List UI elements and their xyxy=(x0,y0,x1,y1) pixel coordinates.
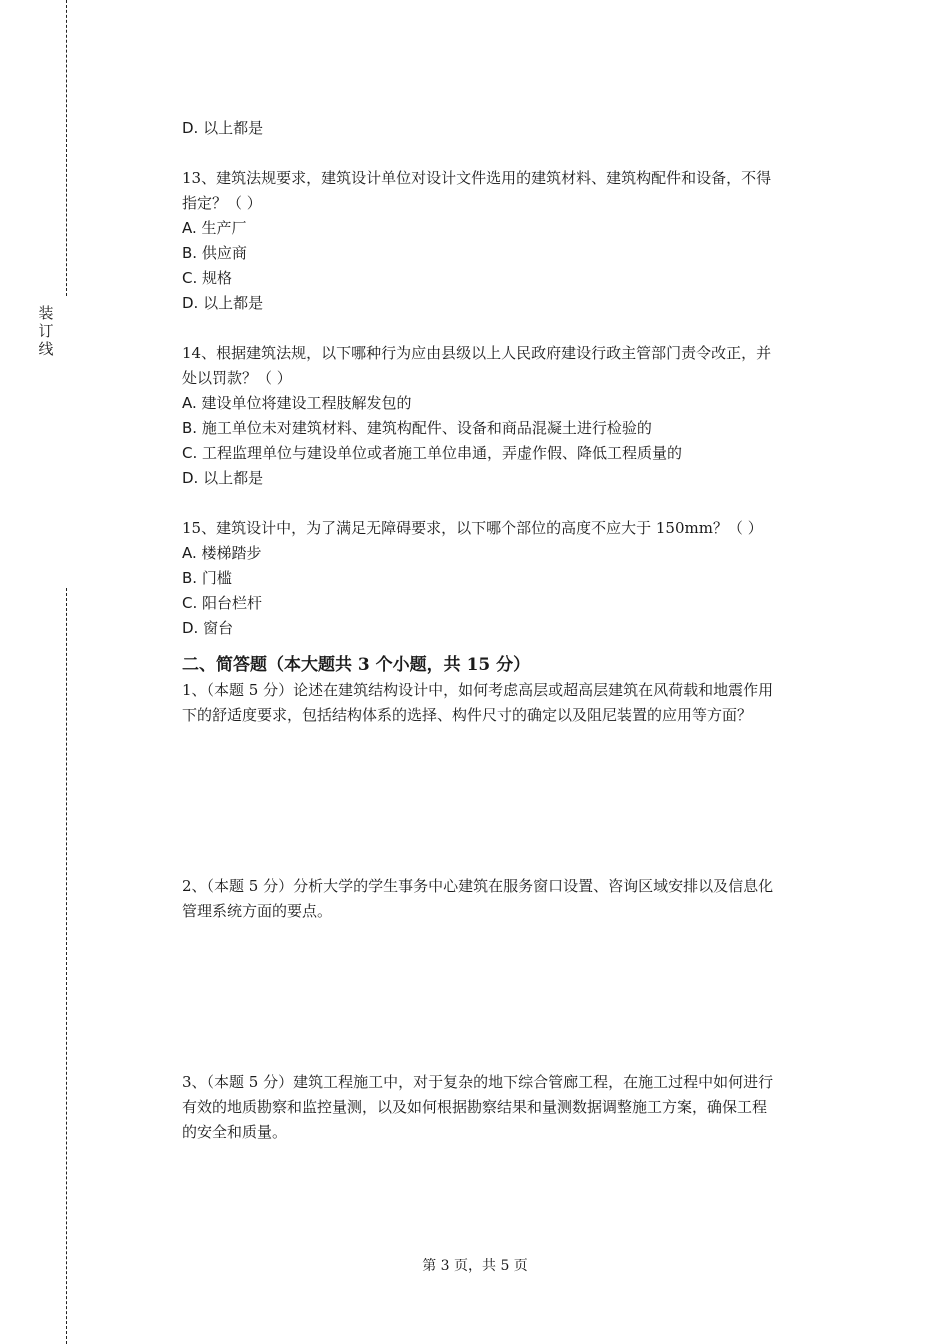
section-title: 二、简答题（本大题共 3 个小题，共 15 分） xyxy=(182,655,531,675)
page-footer: 第 3 页，共 5 页 xyxy=(422,1258,528,1274)
question-13 xyxy=(182,166,842,316)
option-a: A. 生产厂 xyxy=(182,219,247,237)
option-c: C. 规格 xyxy=(182,269,233,287)
binding-line-top xyxy=(66,0,67,296)
option-d: D. 窗台 xyxy=(182,619,234,637)
answer-space xyxy=(182,924,842,1070)
question-text: 14、根据建筑法规，以下哪种行为应由县级以上人民政府建设行政主管部门责令改正，并 xyxy=(182,344,772,362)
question-text: 13、建筑法规要求，建筑设计单位对设计文件选用的建筑材料、建筑构配件和设备，不得 xyxy=(182,169,772,187)
answer-space xyxy=(182,728,842,874)
short-answer-text: 管理系统方面的要点。 xyxy=(182,902,333,920)
option-b: B. 施工单位未对建筑材料、建筑构配件、设备和商品混凝土进行检验的 xyxy=(182,419,652,437)
short-answer-3 xyxy=(182,1070,842,1145)
short-answer-text: 2、（本题 5 分）分析大学的学生事务中心建筑在服务窗口设置、咨询区域安排以及信息化 xyxy=(182,877,774,895)
exam-content xyxy=(182,116,842,1145)
binding-label xyxy=(36,304,56,358)
option-d-prev: D. 以上都是 xyxy=(182,119,264,137)
short-answer-2 xyxy=(182,874,842,924)
question-15 xyxy=(182,516,842,641)
question-text: 15、建筑设计中，为了满足无障碍要求，以下哪个部位的高度不应大于 150mm？（ ） xyxy=(182,519,763,537)
option-d: D. 以上都是 xyxy=(182,469,264,487)
option-c: C. 工程监理单位与建设单位或者施工单位串通，弄虚作假、降低工程质量的 xyxy=(182,444,683,462)
option-d: D. 以上都是 xyxy=(182,294,264,312)
binding-label-char: 线 xyxy=(38,340,54,358)
binding-label-char: 订 xyxy=(38,322,54,340)
option-b: B. 门槛 xyxy=(182,569,232,587)
question-text: 指定？（ ） xyxy=(182,194,262,212)
binding-label-char: 装 xyxy=(38,304,54,322)
question-text: 处以罚款？（ ） xyxy=(182,369,292,387)
short-answer-text: 1、（本题 5 分）论述在建筑结构设计中，如何考虑高层或超高层建筑在风荷载和地震作用 xyxy=(182,681,774,699)
option-c: C. 阳台栏杆 xyxy=(182,594,263,612)
short-answer-text: 3、（本题 5 分）建筑工程施工中，对于复杂的地下综合管廊工程，在施工过程中如何进行 xyxy=(182,1073,774,1091)
option-a: A. 建设单位将建设工程肢解发包的 xyxy=(182,394,412,412)
short-answer-text: 的安全和质量。 xyxy=(182,1123,288,1141)
short-answer-text: 有效的地质勘察和监控量测，以及如何根据勘察结果和量测数据调整施工方案，确保工程 xyxy=(182,1098,768,1116)
option-b: B. 供应商 xyxy=(182,244,247,262)
short-answer-1 xyxy=(182,678,842,728)
binding-line-bottom xyxy=(66,588,67,1344)
short-answer-text: 下的舒适度要求，包括结构体系的选择、构件尺寸的确定以及阻尼装置的应用等方面？ xyxy=(182,706,753,724)
question-14 xyxy=(182,341,842,491)
option-a: A. 楼梯踏步 xyxy=(182,544,262,562)
